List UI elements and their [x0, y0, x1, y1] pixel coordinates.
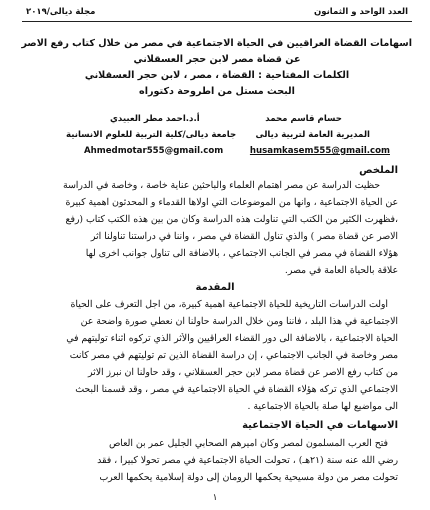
- contributions-line: فتح العرب المسلمون لمصر وكان اميرهم الصحابي الجليل عمر بن العاص: [109, 438, 388, 449]
- author-left-email: Ahmedmotar555@gmail.com: [84, 146, 224, 156]
- header-rule: [22, 21, 412, 22]
- author-left-affiliation: جامعة ديالى/كلية التربية للعلوم الانسانية: [66, 130, 237, 140]
- intro-line: الحياة الاجتماعية ، بالاضافة الى دور القضاء العراقيين والأثر الذي تركوه أثناء توليتهم في: [66, 333, 398, 344]
- contributions-heading: الاسهامات في الحياة الاجتماعية: [242, 420, 398, 431]
- author-left-name: أ.د.احمد مطر العبيدي: [110, 114, 200, 124]
- issue-label: العدد الواحد و الثمانون: [314, 7, 408, 17]
- abstract-heading: الملخص: [359, 165, 398, 176]
- intro-line: مصر وخاصة في الجانب الاجتماعي ، إن دراسة القضاة الذين تم توليتهم في مصر كانت: [69, 350, 398, 361]
- abstract-line: الاصر عن قضاة مصر ) والذي تناول القضاة في مصر ، واننا في دراستنا تناولنا اثر: [90, 231, 398, 242]
- title-line-2: عن قضاة مصر لابن حجر العسقلاني: [133, 54, 301, 65]
- intro-line: الاجتماعي الذي تركه هؤلاء القضاة في الحياة الاجتماعية في مصر ، وقد قسمنا البحث: [75, 384, 398, 395]
- contributions-line: تحولت مصر من دولة مسيحية يحكمها الرومان إلى دولة إسلامية يحكمها العرب: [99, 472, 398, 483]
- author-right-name: حسام قاسم محمد: [265, 114, 342, 124]
- abstract-line: حظيت الدراسة عن مصر اهتمام العلماء والباحثين عناية خاصة ، وخاصة في الدراسة: [63, 180, 380, 191]
- keywords-line: الكلمات المفتاحية : القضاة ، مصر ، لابن حجر العسقلاني: [84, 70, 350, 81]
- intro-heading: المقدمة: [195, 282, 235, 293]
- page-number: ١: [212, 493, 218, 503]
- author-right-affiliation: المديرية العامة لتربية ديالى: [255, 130, 370, 140]
- abstract-line: علاقة بالحياة العامة في مصر.: [284, 265, 398, 276]
- running-header: [26, 4, 408, 20]
- contributions-line: رضي الله عنه سنة (٢١هـ) ، تحولت الحياة الاجتماعية في مصر تحولا كبيرا ، فقد: [97, 455, 398, 466]
- abstract-line: ،فظهرت الكثير من الكتب التي تناولت هذه الدراسة وكان من بين هذه الكتب كتاب (رفع: [65, 214, 398, 225]
- thesis-note: البحث مستل من اطروحة دكتوراه: [139, 86, 295, 97]
- intro-line: الى مواضيع لها صلة بالحياة الاجتماعية .: [247, 401, 398, 412]
- abstract-line: عن الحياة الاجتماعية ، وانها من الموضوعات التي اولاها القدماء و المحدثون اهمية كبيرة: [65, 197, 398, 208]
- author-right-email[interactable]: husamkasem555@gmail.com: [249, 146, 390, 156]
- journal-label: مجلة ديالى/٢٠١٩: [26, 7, 96, 17]
- intro-line: من كتاب رفع الاصر عن قضاة مصر لابن حجر العسقلاني ، وقد حاولنا ان نبرز الاثر: [87, 367, 398, 378]
- title-line-1: اسهامات القضاة العراقيين في الحياة الاجتماعية في مصر من خلال كتاب رفع الاصر: [21, 38, 412, 49]
- abstract-line: هؤلاء القضاة في مصر في الجانب الاجتماعي ، بالاضافة الى تناول جوانب اخرى لها: [85, 248, 398, 259]
- intro-line: أولت الدراسات التاريخية للحياة الاجتماعية اهمية كبيرة، من اجل التعرف على الحياة: [70, 299, 388, 310]
- intro-line: الاجتماعية في هذا البلد ، فاننا ومن خلال الدراسة حاولنا ان نعطي صورة واضحة عن: [80, 316, 398, 327]
